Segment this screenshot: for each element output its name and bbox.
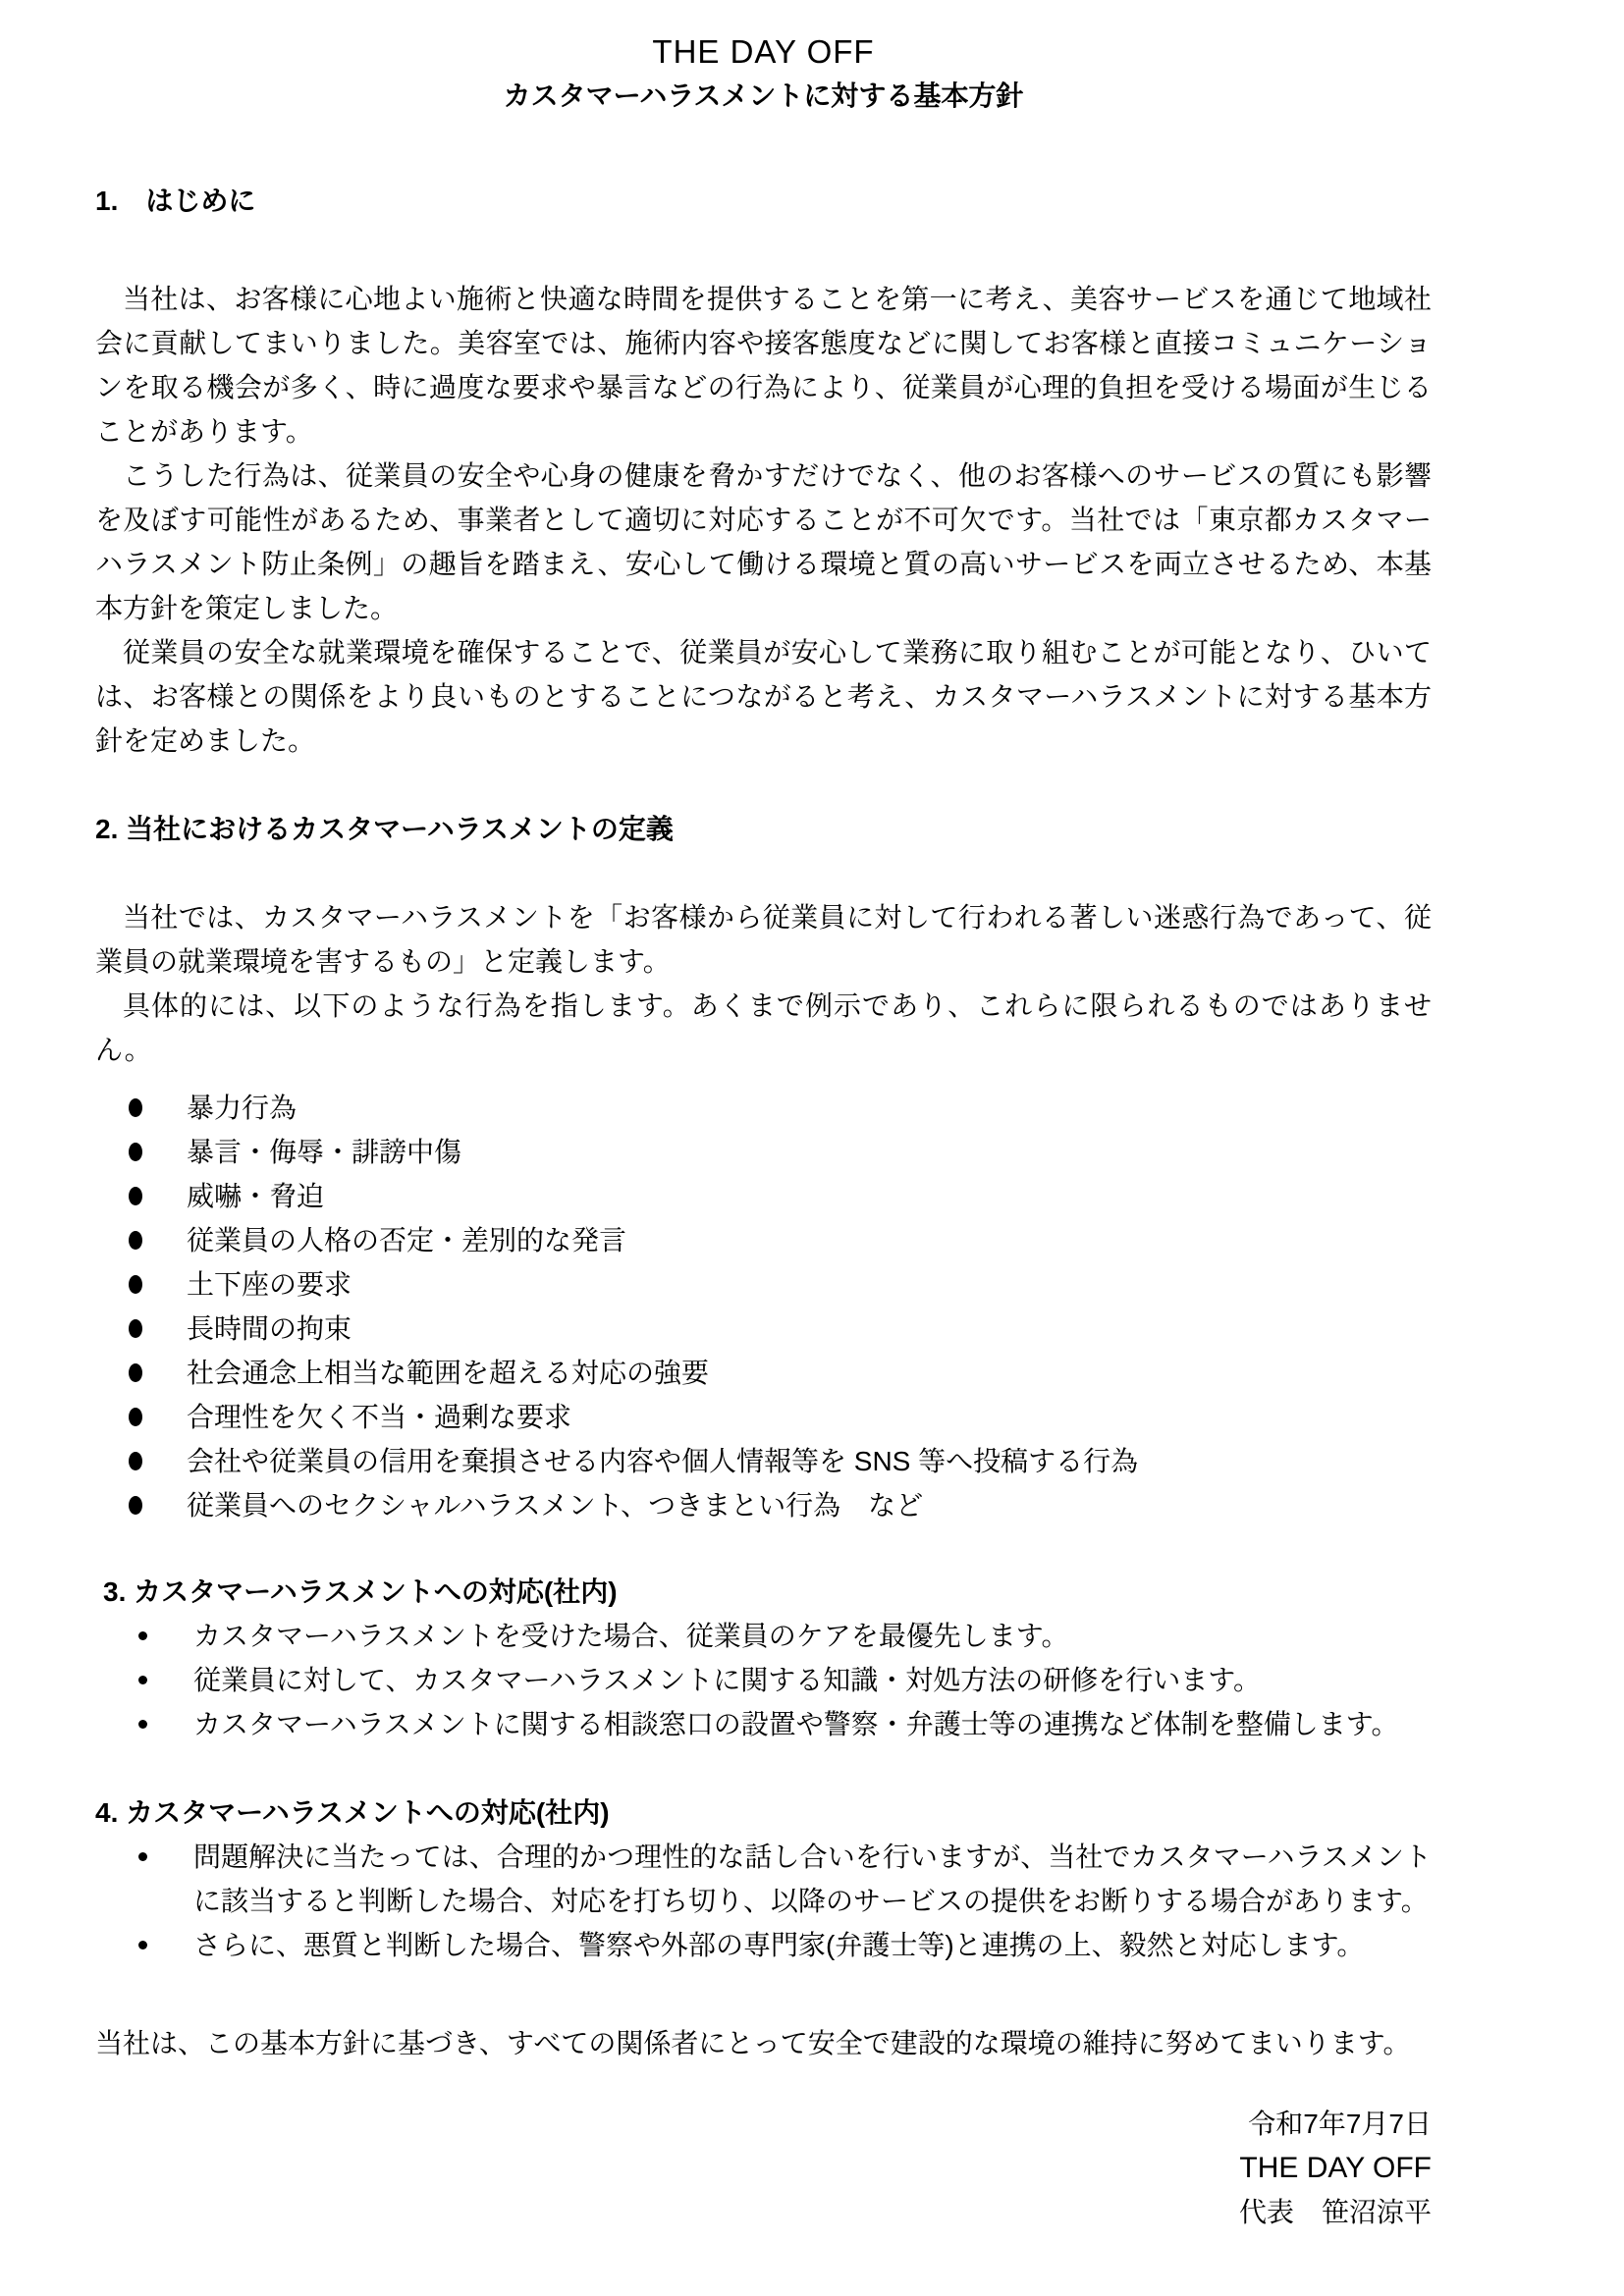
list-item xyxy=(95,1351,1432,1395)
list-item-text: 従業員に対して、カスタマーハラスメントに関する知識・対処方法の研修を行います。 xyxy=(193,1665,1261,1695)
filled-circle-bullet-icon xyxy=(129,1408,142,1426)
signature-date: 令和7年7月7日 xyxy=(1248,2109,1432,2139)
list-item-text: 従業員の人格の否定・差別的な発言 xyxy=(187,1225,627,1255)
filled-circle-bullet-icon xyxy=(129,1363,142,1382)
list-item-text: カスタマーハラスメントを受けた場合、従業員のケアを最優先します。 xyxy=(193,1621,1069,1651)
list-item xyxy=(95,1835,1432,1923)
doc-title: THE DAY OFF xyxy=(652,33,875,70)
list-item xyxy=(95,1086,1432,1130)
doc-subtitle: カスタマーハラスメントに対する基本方針 xyxy=(503,80,1024,111)
list-item xyxy=(95,1395,1432,1439)
filled-circle-bullet-icon xyxy=(129,1319,142,1338)
list-item-text: 長時間の拘束 xyxy=(187,1313,352,1344)
intro-paragraph-2: こうした行為は、従業員の安全や心身の健康を脅かすだけでなく、他のお客様へのサービスの質にも影響を及ぼす可能性があるため、事業者として適切に対応することが不可欠です。当社では「東京都カスタマーハラスメント防止条例」の趣旨を踏まえ、安心して働ける環境と質の高いサービスを両立させるため、本基本方針を策定しました。 xyxy=(95,460,1432,623)
intro-paragraph-3: 従業員の安全な就業環境を確保することで、従業員が安心して業務に取り組むことが可能となり、ひいては、お客様との関係をより良いものとすることにつながると考え、カスタマーハラスメントに対する基本方針を定めました。 xyxy=(95,637,1432,756)
list-item-text: 会社や従業員の信用を棄損させる内容や個人情報等を SNS 等へ投稿する行為 xyxy=(187,1446,1139,1476)
dot-bullet-icon xyxy=(138,1631,147,1640)
list-item xyxy=(95,1174,1432,1218)
definition-paragraph-1: 当社では、カスタマーハラスメントを「お客様から従業員に対して行われる著しい迷惑行為であって、従業員の就業環境を害するもの」と定義します。 xyxy=(95,902,1432,977)
list-item-text: 暴力行為 xyxy=(187,1093,298,1123)
list-item xyxy=(95,1130,1432,1174)
section-1-heading: 1. はじめに xyxy=(95,186,256,216)
list-item xyxy=(95,1702,1432,1746)
list-item-text: 問題解決に当たっては、合理的かつ理性的な話し合いを行いますが、当社でカスタマーハラスメントに該当すると判断した場合、対応を打ち切り、以降のサービスの提供をお断りする場合があります。 xyxy=(193,1842,1432,1916)
list-item xyxy=(95,1262,1432,1307)
filled-circle-bullet-icon xyxy=(129,1452,142,1470)
filled-circle-bullet-icon xyxy=(129,1098,142,1117)
list-item xyxy=(95,1307,1432,1351)
filled-circle-bullet-icon xyxy=(129,1143,142,1161)
dot-bullet-icon xyxy=(138,1941,147,1949)
list-item xyxy=(95,1923,1432,1967)
closing-paragraph: 当社は、この基本方針に基づき、すべての関係者にとって安全で建設的な環境の維持に努めてまいります。 xyxy=(95,2028,1411,2058)
list-item-text: 暴言・侮辱・誹謗中傷 xyxy=(187,1137,462,1167)
list-item-text: さらに、悪質と判断した場合、警察や外部の専門家(弁護士等)と連携の上、毅然と対応します。 xyxy=(193,1930,1365,1960)
list-item xyxy=(95,1218,1432,1262)
section-4-heading: 4. カスタマーハラスメントへの対応(社内) xyxy=(95,1797,610,1828)
policy-response-list xyxy=(95,1835,1432,1967)
dot-bullet-icon xyxy=(138,1720,147,1729)
list-item-text: 社会通念上相当な範囲を超える対応の強要 xyxy=(187,1358,710,1388)
list-item-text: 威嚇・脅迫 xyxy=(187,1181,325,1211)
signature-company: THE DAY OFF xyxy=(1239,2152,1432,2184)
filled-circle-bullet-icon xyxy=(129,1231,142,1250)
intro-paragraph-1: 当社は、お客様に心地よい施術と快適な時間を提供することを第一に考え、美容サービスを通じて地域社会に貢献してまいりました。美容室では、施術内容や接客態度などに関してお客様と直接コミュニケーションを取る機会が多く、時に過度な要求や暴言などの行為により、従業員が心理的負担を受ける場面が生じることがあります。 xyxy=(95,284,1432,447)
signature-representative: 代表 笹沼涼平 xyxy=(1238,2197,1432,2227)
section-2-heading: 2. 当社におけるカスタマーハラスメントの定義 xyxy=(95,814,674,844)
internal-response-list xyxy=(95,1614,1432,1746)
list-item xyxy=(95,1439,1432,1483)
list-item-text: 従業員へのセクシャルハラスメント、つきまとい行為 など xyxy=(187,1490,924,1521)
list-item xyxy=(95,1658,1432,1702)
filled-circle-bullet-icon xyxy=(129,1275,142,1294)
list-item xyxy=(95,1614,1432,1658)
definition-example-list xyxy=(95,1086,1432,1527)
dot-bullet-icon xyxy=(138,1676,147,1684)
list-item xyxy=(95,1483,1432,1527)
list-item-text: 土下座の要求 xyxy=(187,1269,352,1300)
dot-bullet-icon xyxy=(138,1852,147,1861)
filled-circle-bullet-icon xyxy=(129,1496,142,1515)
signature-block xyxy=(95,2102,1432,2234)
list-item-text: 合理性を欠く不当・過剰な要求 xyxy=(187,1402,572,1432)
title-block xyxy=(95,29,1432,118)
list-item-text: カスタマーハラスメントに関する相談窓口の設置や警察・弁護士等の連携など体制を整備します。 xyxy=(193,1709,1399,1739)
section-3-heading: 3. カスタマーハラスメントへの対応(社内) xyxy=(103,1576,618,1607)
definition-paragraph-2: 具体的には、以下のような行為を指します。あくまで例示であり、これらに限られるものではありません。 xyxy=(95,990,1432,1065)
filled-circle-bullet-icon xyxy=(129,1187,142,1205)
